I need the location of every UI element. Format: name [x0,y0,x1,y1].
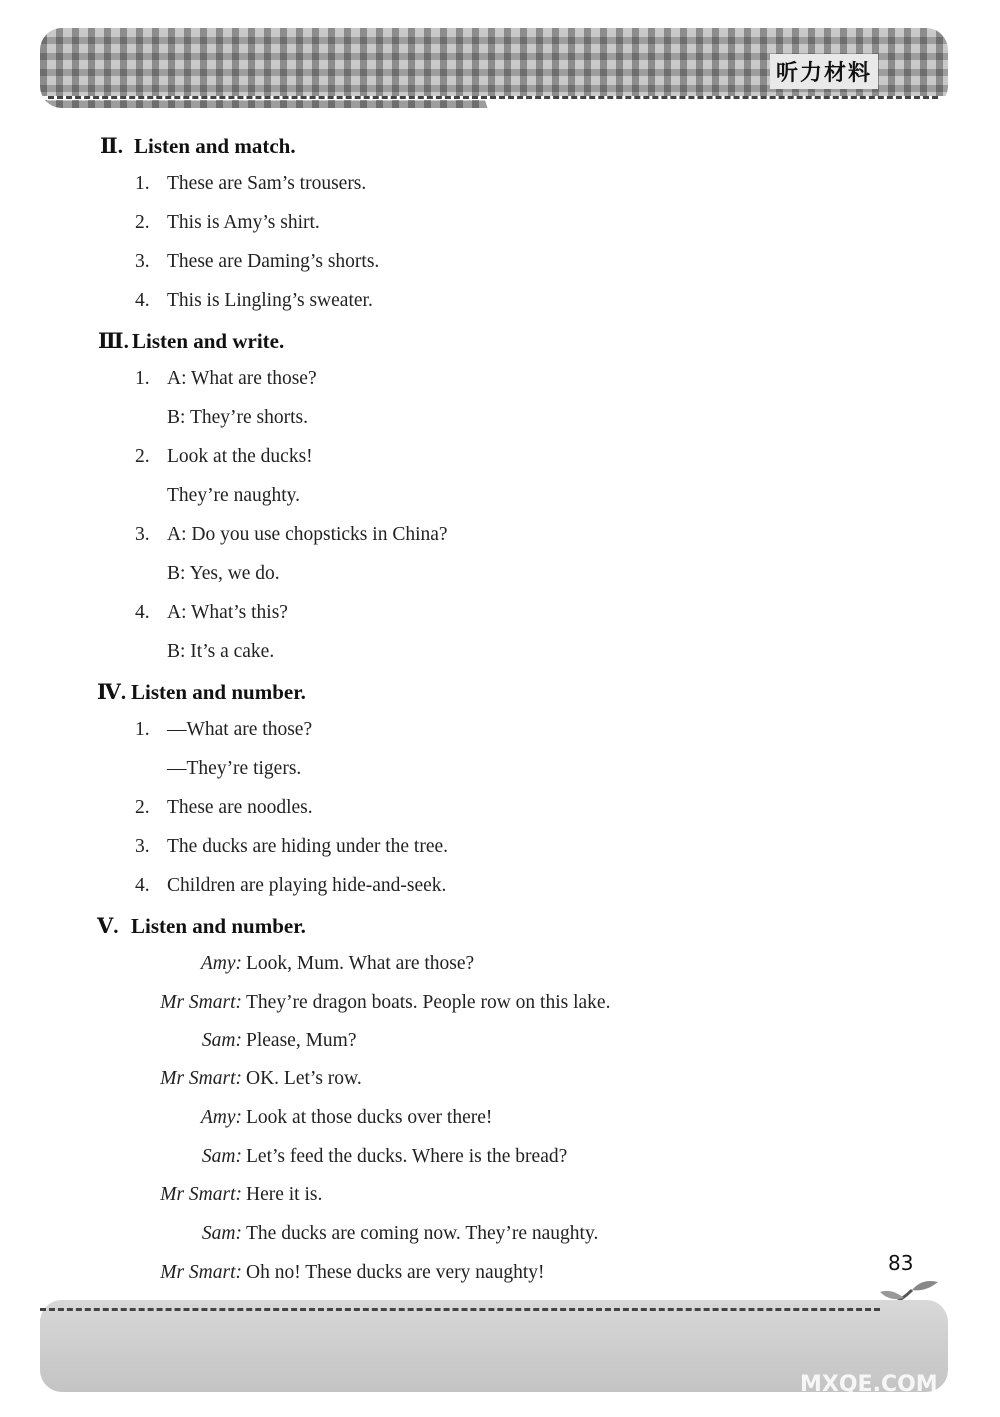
dialogue-line: Look, Mum. What are those? [246,953,475,974]
list-item: 2. Look at the ducks! [135,446,313,467]
section-heading: Ⅳ. Listen and number. [97,680,306,704]
page-number: 83 [888,1251,914,1275]
list-item: 4. A: What’s this? [135,602,288,623]
list-item: B: They’re shorts. [167,407,308,428]
dialogue-line: Look at those ducks over there! [246,1107,493,1128]
dialogue-line: Oh no! These ducks are very naughty! [246,1262,545,1283]
dialogue-line: Let’s feed the ducks. Where is the bread? [246,1146,568,1167]
watermark: MXQE.COM [800,1372,938,1397]
dialogue-speaker: Mr Smart: [160,1184,242,1205]
section-heading: Ⅴ. Listen and number. [97,914,306,938]
list-item: 1. A: What are those? [135,368,317,389]
dialogue-speaker: Sam: [201,1146,242,1167]
list-item: 1. These are Sam’s trousers. [135,173,367,194]
dialogue-speaker: Amy: [200,953,242,974]
dialogue-line: Please, Mum? [246,1030,357,1051]
dialogue-speaker: Sam: [201,1030,242,1051]
dialogue-speaker: Amy: [200,1107,242,1128]
dialogue-line: OK. Let’s row. [246,1068,362,1089]
header-title: 听力材料 [770,54,878,89]
list-item: 4. Children are playing hide-and-seek. [135,875,447,896]
dialogue-line: They’re dragon boats. People row on this lake. [246,992,611,1013]
dialogue-line: Here it is. [246,1184,323,1205]
dialogue-speaker: Mr Smart: [160,1068,242,1089]
section-heading: Ⅱ. Listen and match. [100,134,296,158]
dialogue-speaker: Mr Smart: [160,1262,242,1283]
dialogue-speaker: Sam: [201,1223,242,1244]
list-item: 4. This is Lingling’s sweater. [135,290,373,311]
list-item: 2. This is Amy’s shirt. [135,212,320,233]
list-item: 3. A: Do you use chopsticks in China? [135,524,448,545]
list-item: 3. These are Daming’s shorts. [135,251,380,272]
list-item: 2. These are noodles. [135,797,313,818]
dialogue-speaker: Mr Smart: [160,992,242,1013]
header-dashed-rule [48,96,938,99]
dialogue-line: The ducks are coming now. They’re naughty. [246,1223,599,1244]
list-item: 1. —What are those? [135,719,313,740]
list-item: —They’re tigers. [167,758,302,779]
header-tab-shape [40,96,948,136]
list-item: B: Yes, we do. [167,563,280,584]
section-heading: Ⅲ. Listen and write. [98,329,285,353]
list-item: B: It’s a cake. [167,641,275,662]
footer-dashed-rule [40,1308,880,1311]
list-item: 3. The ducks are hiding under the tree. [135,836,449,857]
list-item: They’re naughty. [167,485,301,506]
